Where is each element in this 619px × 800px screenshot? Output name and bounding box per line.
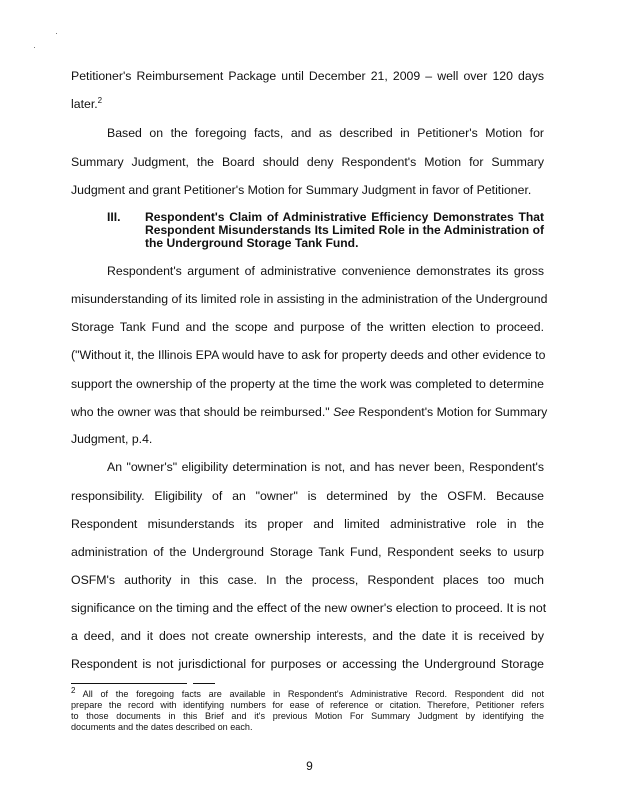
section-heading-line: Respondent Misunderstands Its Limited Role in the Administration of (145, 223, 544, 237)
body-line: responsibility. Eligibility of an "owner" is determined by the OSFM. Because (71, 489, 544, 503)
body-line: a deed, and it does not create ownership interests, and the date it is received by (71, 629, 544, 643)
body-line: Respondent misunderstands its proper and limited administrative role in the (71, 517, 544, 531)
body-line (71, 97, 544, 112)
body-line: significance on the timing and the effect of the new owner's election to proceed. It is not (71, 601, 547, 615)
body-line: Respondent is not jurisdictional for purposes or accessing the Underground Storage (71, 657, 544, 671)
section-heading-line: Respondent's Claim of Administrative Efficiency Demonstrates That (145, 210, 544, 224)
footnote-line (71, 685, 544, 700)
body-line-text: Respondent's Motion for Summary (354, 405, 548, 419)
body-line: support the ownership of the property at the time the work was completed to determine (71, 377, 544, 391)
footnote-line-text: All of the foregoing facts are available in Respondent's Administrative Record. Respondent did not (75, 689, 544, 699)
body-line: administration of the Underground Storage Tank Fund, Respondent seeks to usurp (71, 545, 544, 559)
footnote-separator (193, 683, 215, 684)
page-number: 9 (306, 759, 313, 773)
scan-speck (34, 47, 35, 48)
body-line: Judgment, p.4. (71, 432, 153, 446)
section-number: III. (107, 210, 121, 224)
body-line: An "owner's" eligibility determination is not, and has never been, Respondent's (107, 460, 544, 474)
body-line: Storage Tank Fund and the scope and purpose of the written election to proceed. (71, 320, 544, 334)
body-line (71, 405, 548, 420)
body-line: Judgment and grant Petitioner's Motion for Summary Judgment in favor of Petitioner. (71, 183, 532, 197)
scan-speck (56, 33, 57, 34)
footnote-marker: 2 (71, 685, 76, 695)
footnote-separator (71, 683, 187, 684)
body-line: Respondent's argument of administrative convenience demonstrates its gross (107, 264, 544, 278)
body-line-text: later. (71, 97, 98, 111)
body-line-text: who the owner was that should be reimbursed." (71, 405, 330, 419)
citation-signal: See (333, 405, 355, 419)
footnote-line: documents and the dates described on each. (71, 722, 253, 732)
body-line: Summary Judgment, the Board should deny Respondent's Motion for Summary (71, 155, 544, 169)
body-line: Petitioner's Reimbursement Package until December 21, 2009 – well over 120 days (71, 69, 544, 83)
footnote-reference: 2 (97, 95, 103, 105)
body-line: Based on the foregoing facts, and as described in Petitioner's Motion for (107, 126, 544, 140)
body-line: ("Without it, the Illinois EPA would have to ask for property deeds and other evidence to (71, 348, 546, 362)
section-heading-line: the Underground Storage Tank Fund. (145, 236, 359, 250)
body-line: misunderstanding of its limited role in assisting in the administration of the Underground (71, 292, 548, 306)
body-line: OSFM's authority in this case. In the process, Respondent places too much (71, 573, 544, 587)
footnote-line: to those documents in this Brief and it's previous Motion For Summary Judgment by identifying the (71, 711, 544, 721)
footnote-line: prepare the record with identifying numbers for ease of reference or citation. Therefore, Petitioner refers (71, 700, 544, 710)
footnote (71, 685, 544, 733)
